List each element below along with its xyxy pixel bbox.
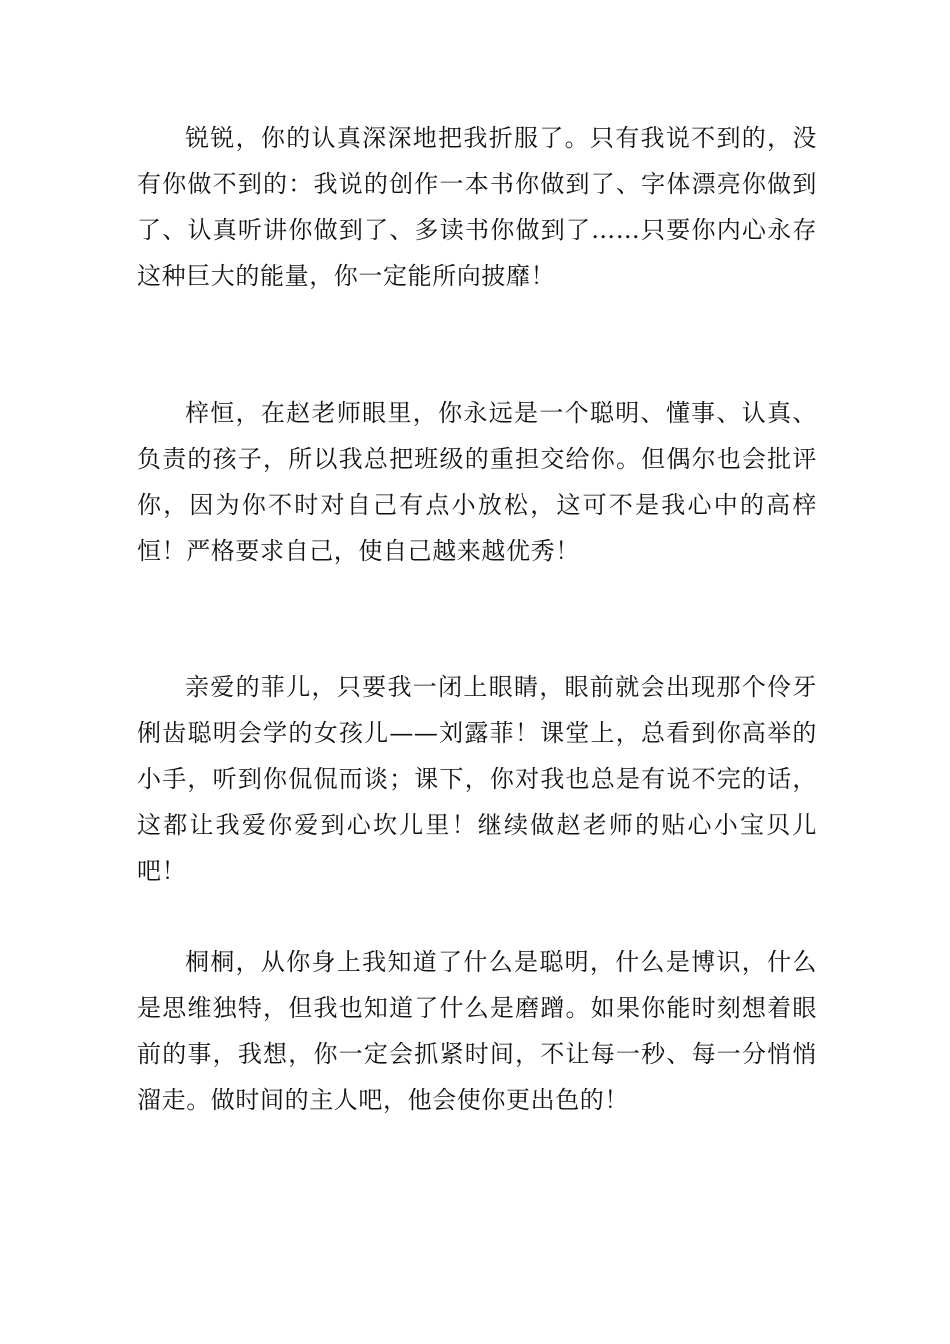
comment-paragraph-feier: 亲爱的菲儿，只要我一闭上眼睛，眼前就会出现那个伶牙俐齿聪明会学的女孩儿——刘露菲！课堂上，总看到你高举的小手，听到你侃侃而谈；课下，你对我也总是有说不完的话，这都让我爱你爱到心坎儿里！继续做赵老师的贴心小宝贝儿吧！ [137,673,817,885]
comment-paragraph-ziheng: 梓恒，在赵老师眼里，你永远是一个聪明、懂事、认真、负责的孩子，所以我总把班级的重担交给你。但偶尔也会批评你，因为你不时对自己有点小放松，这可不是我心中的高梓恒！严格要求自己，使自己越来越优秀！ [137,399,817,565]
comment-paragraph-rui: 锐锐，你的认真深深地把我折服了。只有我说不到的，没有你做不到的：我说的创作一本书你做到了、字体漂亮你做到了、认真听讲你做到了、多读书你做到了……只要你内心永存这种巨大的能量，你一定能所向披靡！ [137,124,817,290]
comment-paragraph-tongtong: 桐桐，从你身上我知道了什么是聪明，什么是博识，什么是思维独特，但我也知道了什么是磨蹭。如果你能时刻想着眼前的事，我想，你一定会抓紧时间，不让每一秒、每一分悄悄溜走。做时间的主人吧，他会使你更出色的！ [137,948,817,1114]
